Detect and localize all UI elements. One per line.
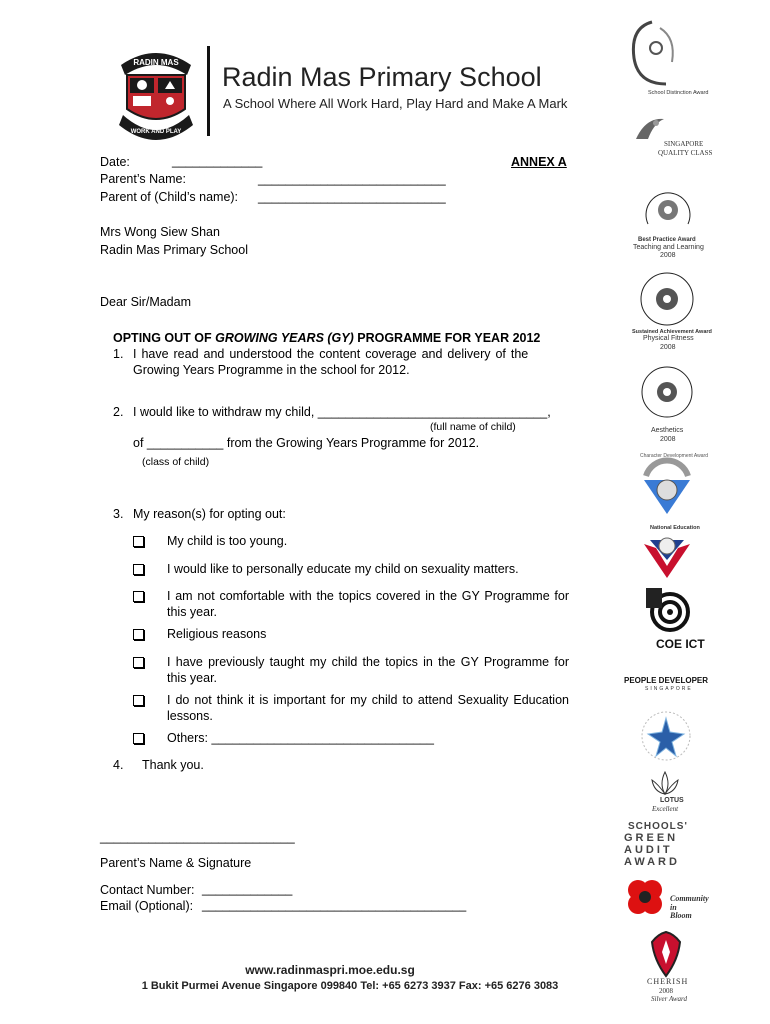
email-blank[interactable]: ______________________________________	[202, 898, 467, 912]
form-title	[113, 330, 540, 346]
bpa-text: Best Practice Award	[638, 237, 696, 243]
reason-others[interactable]: Others: ________________________________	[167, 731, 434, 745]
reason-checkbox[interactable]	[133, 629, 144, 640]
green-audit-text-3: AUDIT	[624, 844, 673, 856]
reason-text: I would like to personally educate my child on sexuality matters.	[167, 562, 519, 576]
cherish-year: 2008	[659, 987, 673, 995]
item4-text: Thank you.	[142, 758, 204, 772]
green-audit-text-2: GREEN	[624, 832, 679, 844]
form-title-part-c: PROGRAMME FOR YEAR 2012	[353, 331, 541, 345]
item2-hint-class: (class of child)	[142, 456, 210, 468]
coe-ict-logo	[640, 584, 696, 645]
sda-text: School Distinction Award	[648, 90, 709, 96]
cherish-award-logo	[644, 930, 688, 983]
reason-checkbox[interactable]	[133, 536, 144, 547]
teaching-learning-text: Teaching and Learning	[633, 244, 704, 251]
saa-physical-fitness-logo	[636, 268, 698, 335]
recipient-school: Radin Mas Primary School	[100, 243, 248, 257]
sqc-text-1: SINGAPORE	[664, 140, 704, 148]
header-divider	[207, 46, 210, 136]
aesthetics-year: 2008	[660, 436, 676, 443]
signature-label: Parent’s Name & Signature	[100, 856, 252, 870]
date-label: Date:	[100, 155, 130, 169]
coe-ict-text: COE ICT	[656, 637, 705, 651]
cib-text-2: in	[670, 903, 677, 912]
lotus-text: LOTUS	[660, 797, 684, 804]
cda-text: Character Development Award	[640, 453, 708, 459]
item1-line1: I have read and understood the content coverage and delivery of the	[133, 347, 529, 361]
item2-hint-fullname: (full name of child)	[430, 421, 516, 433]
parent-name-blank[interactable]: ___________________________	[258, 172, 446, 186]
item2-number: 2.	[113, 405, 124, 419]
date-blank[interactable]: _____________	[172, 154, 263, 168]
best-practice-award-logo	[640, 176, 696, 245]
reason-text: I do not think it is important for my child to attend Sexuality Education lessons.	[167, 693, 569, 723]
item4-number: 4.	[113, 758, 124, 772]
saa-aesthetics-logo	[636, 362, 698, 427]
salutation: Dear Sir/Madam	[100, 295, 191, 309]
ne-text: National Education	[650, 525, 700, 531]
form-title-part-a: OPTING OUT OF	[113, 331, 216, 345]
physical-fitness-text: Physical Fitness	[643, 335, 694, 342]
school-crest	[115, 45, 197, 143]
aesthetics-text: Aesthetics	[651, 427, 684, 434]
green-audit-text-1: SCHOOLS'	[628, 821, 688, 832]
item2-line1[interactable]: I would like to withdraw my child, _________________________________,	[133, 405, 551, 419]
people-developer-text: PEOPLE DEVELOPER	[624, 676, 709, 685]
contact-blank[interactable]: _____________	[202, 882, 293, 896]
lotus-subtext: Excellent	[652, 805, 679, 813]
green-audit-text-4: AWARD	[624, 856, 680, 868]
reason-text: I am not comfortable with the topics covered in the GY Programme for this year.	[167, 589, 569, 619]
email-label: Email (Optional):	[100, 899, 194, 913]
reason-text: My child is too young.	[167, 534, 288, 548]
school-name: Radin Mas Primary School	[222, 62, 542, 92]
footer-address: 1 Bukit Purmei Avenue Singapore 099840 Tel: +65 6273 3937 Fax: +65 6276 3083	[141, 980, 559, 992]
people-developer-subtext: SINGAPORE	[645, 686, 693, 692]
annex-label: ANNEX A	[511, 155, 567, 169]
item3-label: My reason(s) for opting out:	[133, 507, 286, 521]
form-title-part-b: GROWING YEARS (GY)	[215, 331, 354, 345]
reason-checkbox[interactable]	[133, 591, 144, 602]
school-tagline: A School Where All Work Hard, Play Hard and Make A Mark	[223, 96, 568, 111]
parent-name-label: Parent’s Name:	[100, 172, 186, 186]
cib-text-3: Bloom	[670, 911, 692, 920]
parent-of-blank[interactable]: ___________________________	[258, 190, 446, 204]
reason-text: Religious reasons	[167, 627, 267, 641]
reason-checkbox[interactable]	[133, 657, 144, 668]
item2-line2[interactable]: of ___________ from the Growing Years Programme for 2012.	[133, 436, 480, 450]
crest-bottom-text: WORK AND PLAY	[130, 129, 182, 135]
cib-text-1: Community	[670, 894, 709, 903]
item1-number: 1.	[113, 347, 124, 361]
item1-line2: Growing Years Programme in the school for 2012.	[133, 363, 410, 377]
character-development-award-logo	[640, 450, 694, 521]
physical-fitness-year: 2008	[660, 344, 676, 351]
star-award-logo	[636, 704, 696, 773]
reason-text: I have previously taught my child the topics in the GY Programme for this year.	[167, 655, 569, 685]
cherish-text: CHERISH	[647, 977, 689, 986]
signature-line[interactable]: ____________________________	[100, 830, 295, 844]
footer-website: www.radinmaspri.moe.edu.sg	[245, 963, 415, 977]
saa-text: Sustained Achievement Award	[632, 329, 712, 335]
item3-number: 3.	[113, 507, 124, 521]
school-distinction-award-logo	[622, 18, 692, 90]
national-education-award-logo	[640, 530, 694, 585]
contact-label: Contact Number:	[100, 883, 195, 897]
sqc-text-2: QUALITY CLASS	[658, 149, 713, 157]
parent-of-label: Parent of (Child’s name):	[100, 190, 239, 204]
reason-checkbox[interactable]	[133, 733, 144, 744]
cherish-silver: Silver Award	[651, 995, 687, 1003]
community-in-bloom-logo	[622, 874, 668, 925]
crest-top-text: RADIN MAS	[133, 58, 179, 67]
reason-checkbox[interactable]	[133, 695, 144, 706]
teaching-learning-year: 2008	[660, 252, 676, 259]
reason-checkbox[interactable]	[133, 564, 144, 575]
recipient-name: Mrs Wong Siew Shan	[100, 225, 220, 239]
